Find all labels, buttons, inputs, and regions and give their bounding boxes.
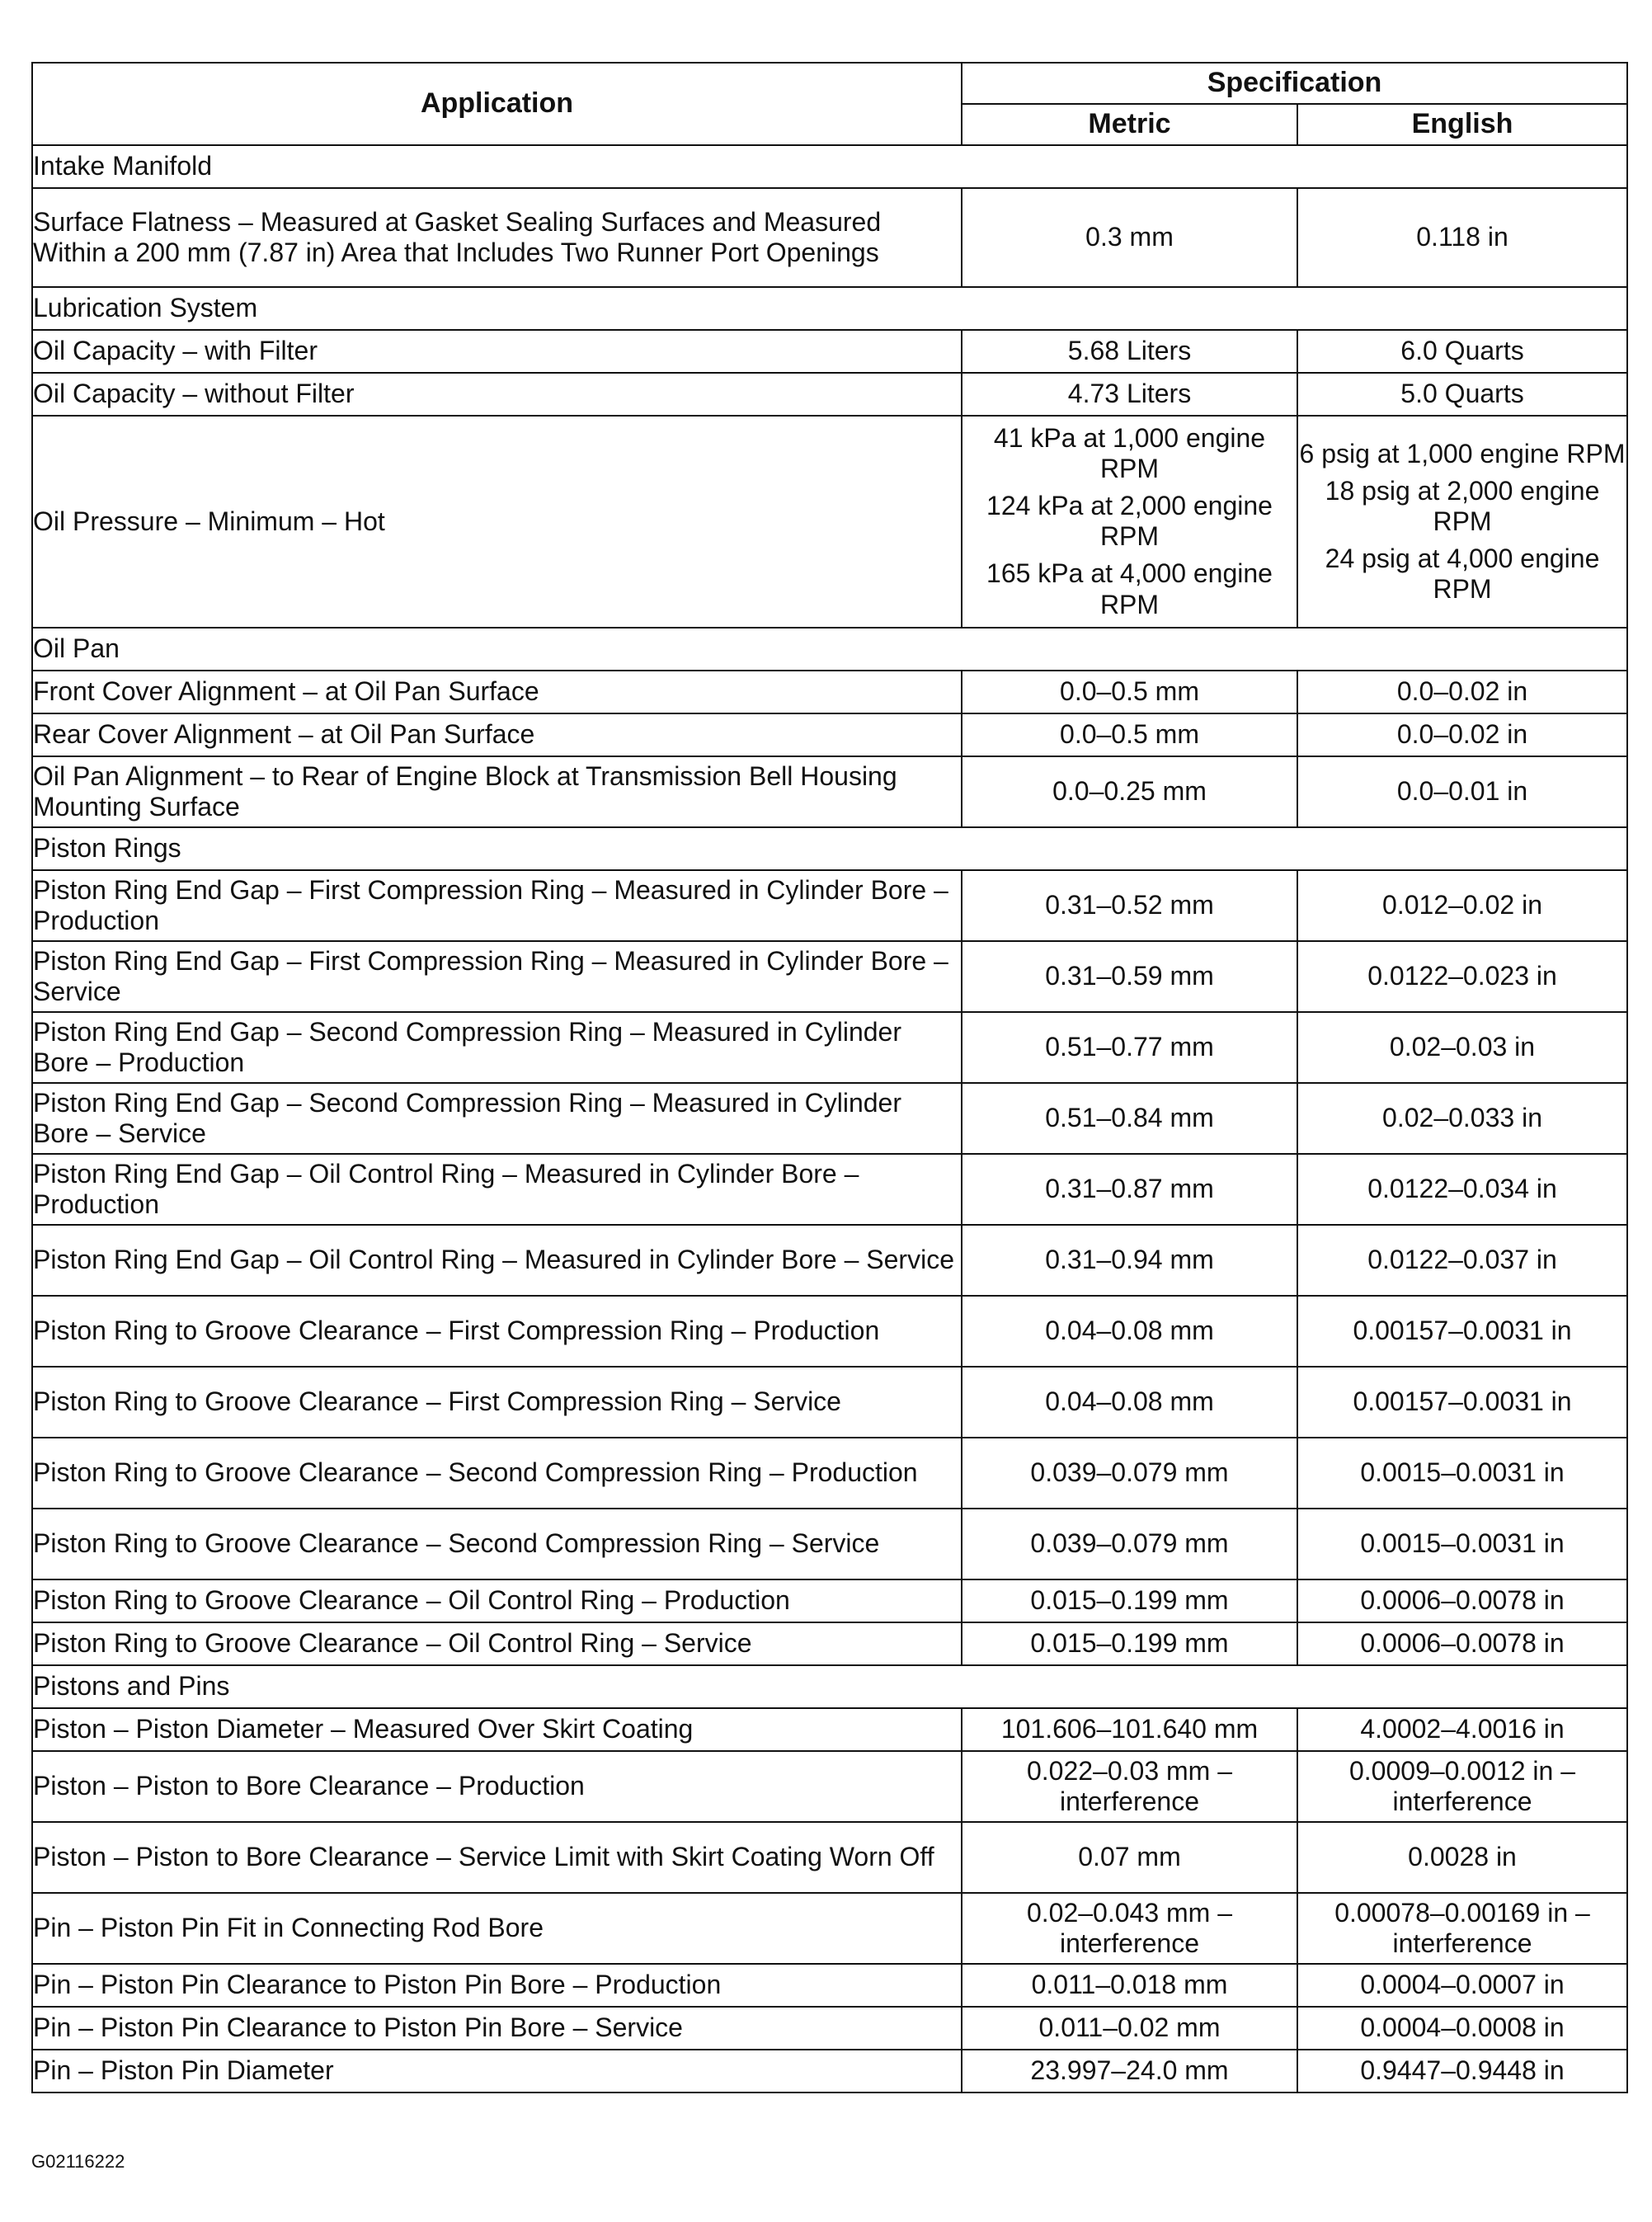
metric-cell: 0.011–0.018 mm xyxy=(962,1964,1297,2007)
english-cell: 0.0–0.02 in xyxy=(1297,713,1627,756)
metric-cell: 0.04–0.08 mm xyxy=(962,1367,1297,1438)
table-row xyxy=(32,373,1627,416)
application-cell: Rear Cover Alignment – at Oil Pan Surface xyxy=(32,713,962,756)
english-cell: 0.00157–0.0031 in xyxy=(1297,1367,1627,1438)
english-cell: 0.02–0.03 in xyxy=(1297,1012,1627,1083)
table-row xyxy=(32,1296,1627,1367)
metric-value: 41 kPa at 1,000 engine RPM xyxy=(993,423,1266,484)
english-cell: 0.02–0.033 in xyxy=(1297,1083,1627,1154)
metric-cell: 5.68 Liters xyxy=(962,330,1297,373)
metric-cell: 0.3 mm xyxy=(962,188,1297,287)
metric-cell: 0.015–0.199 mm xyxy=(962,1579,1297,1622)
metric-cell: 0.022–0.03 mm – interference xyxy=(962,1751,1297,1822)
application-cell: Piston – Piston Diameter – Measured Over Skirt Coating xyxy=(32,1708,962,1751)
table-row xyxy=(32,870,1627,941)
metric-cell: 0.0–0.5 mm xyxy=(962,713,1297,756)
english-cell: 0.00078–0.00169 in – interference xyxy=(1297,1893,1627,1964)
english-cell: 5.0 Quarts xyxy=(1297,373,1627,416)
english-cell: 0.0122–0.037 in xyxy=(1297,1225,1627,1296)
section-title: Lubrication System xyxy=(32,287,1627,330)
table-row xyxy=(32,416,1627,628)
application-cell: Piston Ring to Groove Clearance – Oil Control Ring – Production xyxy=(32,1579,962,1622)
metric-cell: 4.73 Liters xyxy=(962,373,1297,416)
english-cell xyxy=(1297,416,1627,628)
english-cell: 0.9447–0.9448 in xyxy=(1297,2050,1627,2093)
table-row xyxy=(32,1893,1627,1964)
english-cell: 6.0 Quarts xyxy=(1297,330,1627,373)
table-row xyxy=(32,671,1627,713)
english-cell: 0.0122–0.034 in xyxy=(1297,1154,1627,1225)
section-title: Intake Manifold xyxy=(32,145,1627,188)
metric-cell: 0.31–0.59 mm xyxy=(962,941,1297,1012)
english-cell: 0.0009–0.0012 in – interference xyxy=(1297,1751,1627,1822)
application-cell: Piston Ring End Gap – Second Compression Ring – Measured in Cylinder Bore – Production xyxy=(32,1012,962,1083)
english-cell: 0.0–0.02 in xyxy=(1297,671,1627,713)
metric-cell: 0.0–0.25 mm xyxy=(962,756,1297,827)
metric-value: 165 kPa at 4,000 engine RPM xyxy=(986,558,1273,619)
metric-cell: 0.51–0.77 mm xyxy=(962,1012,1297,1083)
application-cell: Oil Pan Alignment – to Rear of Engine Block at Transmission Bell Housing Mounting Surface xyxy=(32,756,962,827)
application-cell: Piston Ring End Gap – Oil Control Ring – Measured in Cylinder Bore – Production xyxy=(32,1154,962,1225)
table-row xyxy=(32,1964,1627,2007)
metric-cell: 101.606–101.640 mm xyxy=(962,1708,1297,1751)
section-title: Piston Rings xyxy=(32,827,1627,870)
application-cell: Piston Ring to Groove Clearance – Oil Control Ring – Service xyxy=(32,1622,962,1665)
english-value: 24 psig at 4,000 engine RPM xyxy=(1325,543,1600,604)
metric-cell: 0.011–0.02 mm xyxy=(962,2007,1297,2050)
english-cell: 0.0015–0.0031 in xyxy=(1297,1509,1627,1579)
application-cell: Pin – Piston Pin Diameter xyxy=(32,2050,962,2093)
figure-id: G02116222 xyxy=(31,2151,125,2172)
application-cell: Pin – Piston Pin Clearance to Piston Pin Bore – Service xyxy=(32,2007,962,2050)
application-cell: Piston Ring to Groove Clearance – Second Compression Ring – Production xyxy=(32,1438,962,1509)
table-row xyxy=(32,1622,1627,1665)
english-cell: 0.0006–0.0078 in xyxy=(1297,1579,1627,1622)
english-cell: 0.118 in xyxy=(1297,188,1627,287)
table-row xyxy=(32,756,1627,827)
table-row xyxy=(32,941,1627,1012)
table-row xyxy=(32,1579,1627,1622)
table-row xyxy=(32,1367,1627,1438)
application-cell: Pin – Piston Pin Clearance to Piston Pin Bore – Production xyxy=(32,1964,962,2007)
table-row xyxy=(32,1083,1627,1154)
table-row xyxy=(32,1751,1627,1822)
application-cell: Surface Flatness – Measured at Gasket Sealing Surfaces and Measured Within a 200 mm (7.87 in) Area that Includes Two Runner Port Openings xyxy=(32,188,962,287)
application-cell: Piston Ring to Groove Clearance – First Compression Ring – Production xyxy=(32,1296,962,1367)
section-row xyxy=(32,628,1627,671)
application-cell: Piston – Piston to Bore Clearance – Service Limit with Skirt Coating Worn Off xyxy=(32,1822,962,1893)
table-row xyxy=(32,1012,1627,1083)
application-cell: Piston Ring End Gap – Oil Control Ring – Measured in Cylinder Bore – Service xyxy=(32,1225,962,1296)
english-cell: 0.0006–0.0078 in xyxy=(1297,1622,1627,1665)
metric-cell: 23.997–24.0 mm xyxy=(962,2050,1297,2093)
metric-cell: 0.015–0.199 mm xyxy=(962,1622,1297,1665)
english-cell: 0.00157–0.0031 in xyxy=(1297,1296,1627,1367)
english-value: 18 psig at 2,000 engine RPM xyxy=(1325,475,1600,536)
spec-body xyxy=(32,145,1627,2093)
application-cell: Piston – Piston to Bore Clearance – Production xyxy=(32,1751,962,1822)
metric-cell: 0.039–0.079 mm xyxy=(962,1509,1297,1579)
metric-cell: 0.04–0.08 mm xyxy=(962,1296,1297,1367)
metric-cell: 0.07 mm xyxy=(962,1822,1297,1893)
english-value: 6 psig at 1,000 engine RPM xyxy=(1299,438,1626,468)
header-specification: Specification xyxy=(962,63,1627,104)
table-row xyxy=(32,1822,1627,1893)
header-application: Application xyxy=(32,63,962,145)
english-cell: 0.0028 in xyxy=(1297,1822,1627,1893)
section-row xyxy=(32,1665,1627,1708)
english-cell: 0.012–0.02 in xyxy=(1297,870,1627,941)
application-cell: Front Cover Alignment – at Oil Pan Surface xyxy=(32,671,962,713)
english-cell: 0.0–0.01 in xyxy=(1297,756,1627,827)
metric-cell: 0.039–0.079 mm xyxy=(962,1438,1297,1509)
application-cell: Piston Ring End Gap – First Compression Ring – Measured in Cylinder Bore – Production xyxy=(32,870,962,941)
table-row xyxy=(32,713,1627,756)
application-cell: Piston Ring to Groove Clearance – Second Compression Ring – Service xyxy=(32,1509,962,1579)
section-row xyxy=(32,145,1627,188)
section-row xyxy=(32,287,1627,330)
application-cell: Piston Ring End Gap – Second Compression Ring – Measured in Cylinder Bore – Service xyxy=(32,1083,962,1154)
english-cell: 0.0122–0.023 in xyxy=(1297,941,1627,1012)
english-cell: 4.0002–4.0016 in xyxy=(1297,1708,1627,1751)
table-row xyxy=(32,1438,1627,1509)
english-cell: 0.0004–0.0008 in xyxy=(1297,2007,1627,2050)
table-row xyxy=(32,1154,1627,1225)
metric-cell: 0.51–0.84 mm xyxy=(962,1083,1297,1154)
table-row xyxy=(32,1708,1627,1751)
table-row xyxy=(32,1225,1627,1296)
application-cell: Pin – Piston Pin Fit in Connecting Rod Bore xyxy=(32,1893,962,1964)
application-cell: Oil Capacity – without Filter xyxy=(32,373,962,416)
header-metric: Metric xyxy=(962,104,1297,145)
application-cell: Oil Capacity – with Filter xyxy=(32,330,962,373)
metric-cell: 0.31–0.52 mm xyxy=(962,870,1297,941)
table-row xyxy=(32,330,1627,373)
english-cell: 0.0004–0.0007 in xyxy=(1297,1964,1627,2007)
english-cell: 0.0015–0.0031 in xyxy=(1297,1438,1627,1509)
table-row xyxy=(32,2007,1627,2050)
table-row xyxy=(32,1509,1627,1579)
metric-cell xyxy=(962,416,1297,628)
section-title: Pistons and Pins xyxy=(32,1665,1627,1708)
application-cell: Piston Ring End Gap – First Compression Ring – Measured in Cylinder Bore – Service xyxy=(32,941,962,1012)
section-row xyxy=(32,827,1627,870)
metric-cell: 0.02–0.043 mm – interference xyxy=(962,1893,1297,1964)
table-row xyxy=(32,188,1627,287)
metric-value: 124 kPa at 2,000 engine RPM xyxy=(986,491,1273,552)
section-title: Oil Pan xyxy=(32,628,1627,671)
header-english: English xyxy=(1297,104,1627,145)
metric-cell: 0.31–0.94 mm xyxy=(962,1225,1297,1296)
application-cell: Piston Ring to Groove Clearance – First Compression Ring – Service xyxy=(32,1367,962,1438)
metric-cell: 0.31–0.87 mm xyxy=(962,1154,1297,1225)
application-cell: Oil Pressure – Minimum – Hot xyxy=(32,416,962,628)
spec-table xyxy=(31,62,1628,2093)
table-row xyxy=(32,2050,1627,2093)
metric-cell: 0.0–0.5 mm xyxy=(962,671,1297,713)
